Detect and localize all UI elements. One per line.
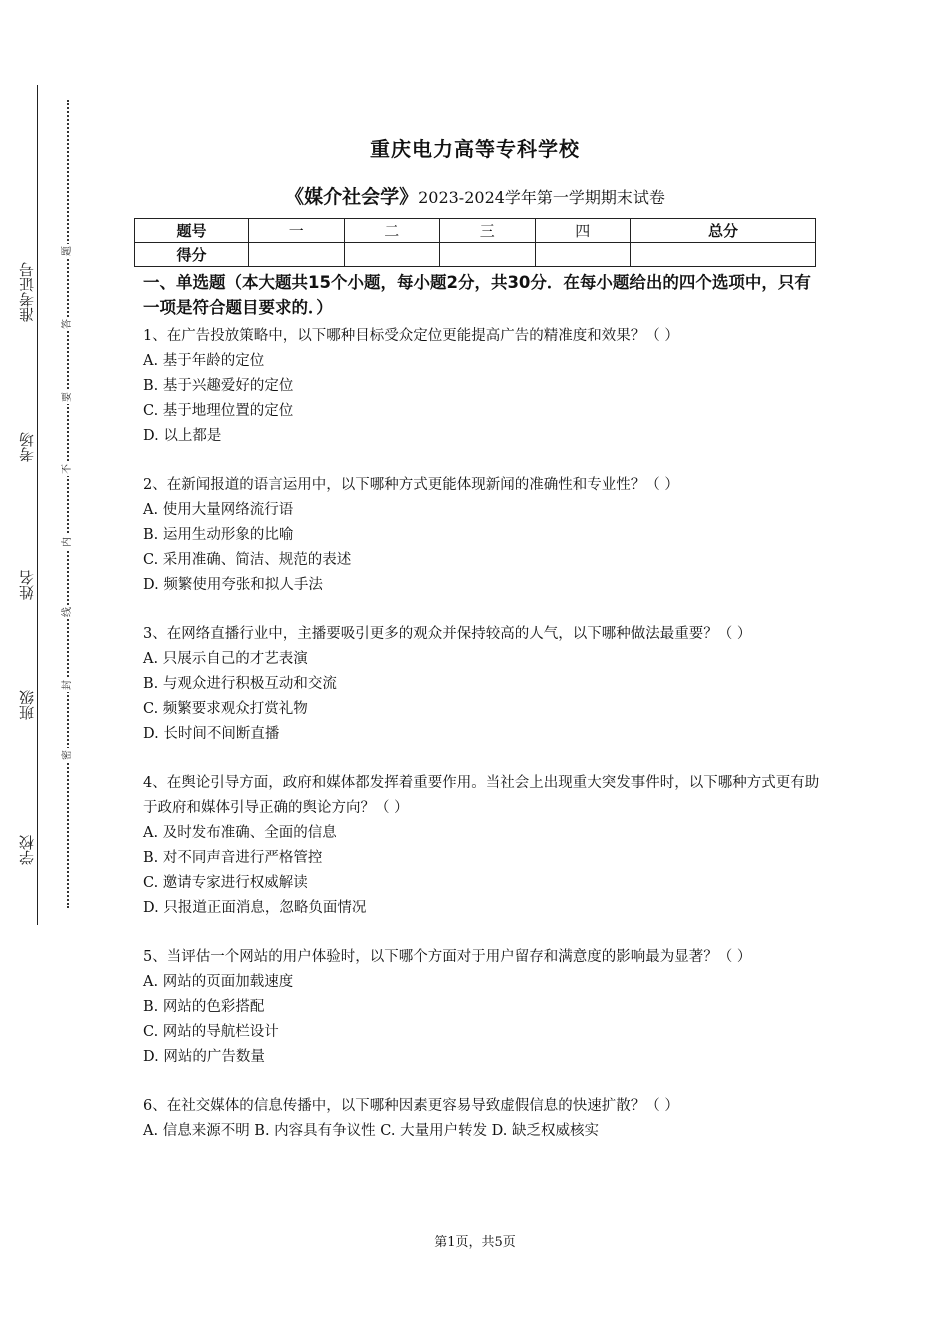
option-a: A. 及时发布准确、全面的信息: [143, 825, 337, 841]
margin-field-class: 班级: [18, 690, 36, 720]
option-d: D. 网站的广告数量: [143, 1049, 265, 1065]
question-stem: 5、当评估一个网站的用户体验时，以下哪个方面对于用户留存和满意度的影响最为显著？（ ）: [143, 949, 752, 965]
question-3: [143, 622, 823, 747]
option-c: C. 基于地理位置的定位: [143, 403, 294, 419]
score-cell: 总分: [631, 219, 816, 243]
score-cell: 二: [344, 219, 440, 243]
score-cell: 一: [249, 219, 345, 243]
option-c: C. 邀请专家进行权威解读: [143, 875, 308, 891]
score-cell: 四: [535, 219, 631, 243]
seal-char: 封: [62, 680, 73, 690]
option-b: B. 基于兴趣爱好的定位: [143, 378, 294, 394]
seal-char: 内: [62, 537, 73, 547]
score-cell: 题号: [135, 219, 249, 243]
exam-content: [143, 270, 823, 1168]
option-d: D. 长时间不间断直播: [143, 726, 280, 742]
score-blank: [535, 243, 631, 267]
option-d: D. 只报道正面消息，忽略负面情况: [143, 900, 367, 916]
seal-char: 题: [62, 246, 73, 256]
option-b: B. 与观众进行积极互动和交流: [143, 676, 337, 692]
exam-subtitle: [0, 182, 950, 209]
exam-term: 2023-2024学年第一学期期末试卷: [418, 188, 665, 207]
option-c: C. 网站的导航栏设计: [143, 1024, 279, 1040]
score-table: [134, 218, 816, 267]
seal-char: 线: [62, 607, 73, 617]
option-c: C. 采用准确、简洁、规范的表述: [143, 552, 352, 568]
question-stem: 6、在社交媒体的信息传播中，以下哪种因素更容易导致虚假信息的快速扩散？（ ）: [143, 1098, 679, 1114]
score-blank: [440, 243, 536, 267]
margin-field-name: 姓名: [18, 570, 36, 600]
seal-char: 答: [62, 319, 73, 329]
score-table-score-row: [135, 243, 816, 267]
score-table-header-row: [135, 219, 816, 243]
seal-char: 不: [62, 464, 73, 474]
question-stem: 4、在舆论引导方面，政府和媒体都发挥着重要作用。当社会上出现重大突发事件时，以下哪种方式更有助于政府和媒体引导正确的舆论方向？（ ）: [143, 775, 820, 816]
margin-solid-line: [37, 85, 38, 925]
question-stem: 1、在广告投放策略中，以下哪种目标受众定位更能提高广告的精准度和效果？（ ）: [143, 328, 679, 344]
option-d: D. 以上都是: [143, 428, 222, 444]
question-2: [143, 473, 823, 598]
score-blank: [249, 243, 345, 267]
question-4: [143, 771, 823, 921]
option-a: A. 网站的页面加载速度: [143, 974, 294, 990]
course-name: 《媒介社会学》: [285, 186, 419, 208]
option-d: D. 频繁使用夸张和拟人手法: [143, 577, 323, 593]
page-number: 第1页，共5页: [434, 1235, 516, 1250]
question-1: [143, 324, 823, 449]
seal-char: 密: [62, 750, 73, 760]
option-c: C. 频繁要求观众打赏礼物: [143, 701, 308, 717]
question-stem: 3、在网络直播行业中，主播要吸引更多的观众并保持较高的人气，以下哪种做法最重要？（ ）: [143, 626, 752, 642]
option-b: B. 网站的色彩搭配: [143, 999, 265, 1015]
seal-char: 要: [62, 392, 73, 402]
margin-field-exam-room: 考场: [18, 432, 36, 462]
score-blank: [631, 243, 816, 267]
score-cell: 得分: [135, 243, 249, 267]
school-title: 重庆电力高等专科学校: [370, 137, 580, 161]
option-a: A. 只展示自己的才艺表演: [143, 651, 308, 667]
option-a: A. 使用大量网络流行语: [143, 502, 294, 518]
margin-field-school: 学校: [18, 835, 36, 865]
score-blank: [344, 243, 440, 267]
section-heading: 一、单选题（本大题共15个小题，每小题2分，共30分．在每小题给出的四个选项中，只有一项是符合题目要求的．）: [143, 273, 811, 317]
score-cell: 三: [440, 219, 536, 243]
margin-field-exam-id: 准考证号: [18, 262, 36, 322]
question-5: [143, 945, 823, 1070]
question-stem: 2、在新闻报道的语言运用中，以下哪种方式更能体现新闻的准确性和专业性？（ ）: [143, 477, 679, 493]
options-inline: A. 信息来源不明 B. 内容具有争议性 C. 大量用户转发 D. 缺乏权威核实: [143, 1123, 600, 1139]
seal-dotted-line: [67, 100, 69, 908]
option-a: A. 基于年龄的定位: [143, 353, 265, 369]
option-b: B. 运用生动形象的比喻: [143, 527, 294, 543]
question-6: [143, 1094, 823, 1144]
option-b: B. 对不同声音进行严格管控: [143, 850, 323, 866]
